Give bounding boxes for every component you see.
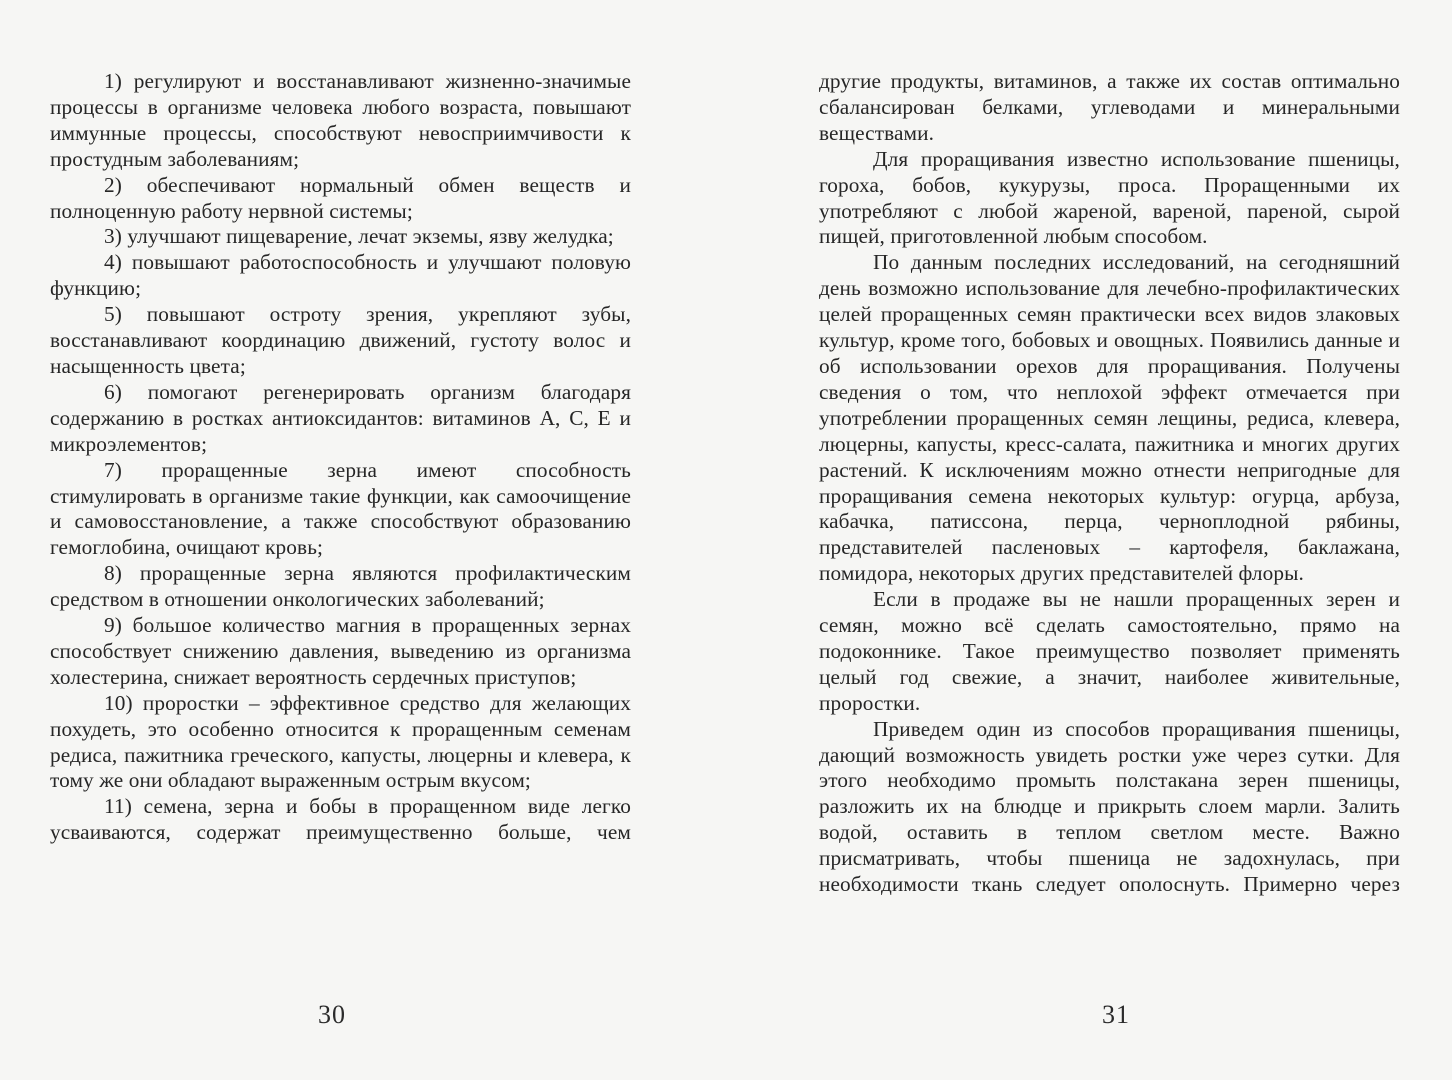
list-item-11: 11) семена, зерна и бобы в проращенном виде легко усваиваются, содержат преимущественно больше, чем: [50, 794, 631, 845]
list-item-4: 4) повышают работоспособность и улучшают половую функцию;: [50, 250, 631, 301]
paragraph: Если в продаже вы не нашли проращенных зерен и семян, можно всё сделать самостоятельно, прямо на подоконнике. Такое преимущество позволяет применять целый год свежие, а значит, наиболее живительные, проростки.: [819, 587, 1400, 715]
list-item-10: 10) проростки – эффективное средство для желающих похудеть, это особенно относится к проращенным семенам редиса, пажитника греческого, капусты, люцерны и клевера, к тому же они обладают выраженным острым вкусом;: [50, 690, 631, 793]
list-item-5: 5) повышают остроту зрения, укрепляют зубы, восстанавливают координацию движений, густоту волос и насыщенность цвета;: [50, 302, 631, 378]
right-page-text: [819, 69, 1400, 898]
paragraph: По данным последних исследований, на сегодняшний день возможно использование для лечебно-профилактических целей проращенных семян практически всех видов злаковых культур, кроме того, бобовых и овощных. Появились данные и об использовании орехов для проращивания. Получены сведения о том, что неплохой эффект отмечается при употреблении проращенных семян лещины, редиса, клевера, люцерны, капусты, кресс-салата, пажитника и многих других растений. К исключениям можно отнести непригодные для проращивания семена некоторых культур: огурца, арбуза, кабачка, патиссона, перца, черноплодной рябины, представителей пасленовых – картофеля, баклажана, помидора, некоторых других представителей флоры.: [819, 250, 1400, 586]
page-number: 30: [318, 1000, 346, 1029]
list-item-2: 2) обеспечивают нормальный обмен веществ и полноценную работу нервной системы;: [50, 172, 631, 223]
paragraph-continuation: другие продукты, витаминов, а также их состав оптимально сбалансирован белками, углеводами и минеральными веществами.: [819, 69, 1400, 145]
right-page: [726, 0, 1452, 1080]
list-item-6: 6) помогают регенерировать организм благодаря содержанию в ростках антиоксидантов: витаминов А, С, Е и микроэлементов;: [50, 379, 631, 456]
left-page-text: [50, 69, 631, 846]
list-item-8: 8) проращенные зерна являются профилактическим средством в отношении онкологических заболеваний;: [50, 561, 631, 612]
paragraph: Приведем один из способов проращивания пшеницы, дающий возможность увидеть ростки уже через сутки. Для этого необходимо промыть полстакана зерен пшеницы, разложить их на блюдце и прикрыть слоем марли. Залить водой, оставить в теплом светлом месте. Важно присматривать, чтобы пшеница не задохнулась, при необходимости ткань следует ополоснуть. Примерно через: [819, 716, 1400, 897]
list-item-9: 9) большое количество магния в проращенных зернах способствует снижению давления, выведению из организма холестерина, снижает вероятность сердечных приступов;: [50, 613, 631, 689]
list-item-7: 7) проращенные зерна имеют способность стимулировать в организме такие функции, как самоочищение и самовосстановление, а также способствуют образованию гемоглобина, очищают кровь;: [50, 457, 631, 560]
paragraph: Для проращивания известно использование пшеницы, гороха, бобов, кукурузы, проса. Проращенными их употребляют с любой жареной, вареной, пареной, сырой пищей, приготовленной любым способом.: [819, 146, 1400, 249]
list-item-1: 1) регулируют и восстанавливают жизненно-значимые процессы в организме человека любого возраста, повышают иммунные процессы, способствуют невосприимчивости к простудным заболеваниям;: [50, 69, 631, 171]
page-number: 31: [1102, 1000, 1130, 1029]
list-item-3: 3) улучшают пищеварение, лечат экземы, язву желудка;: [104, 224, 614, 249]
